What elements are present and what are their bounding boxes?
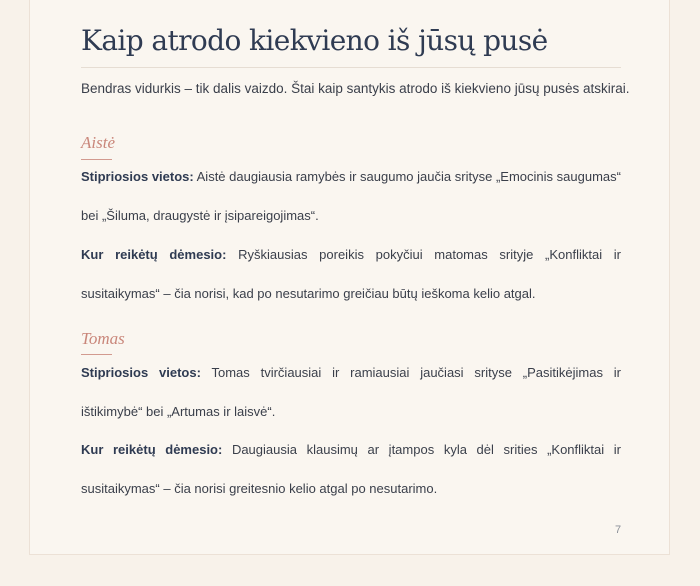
person-name-aiste: Aistė — [81, 133, 115, 152]
person-name-tomas: Tomas — [81, 329, 125, 348]
attention-label: Kur reikėtų dėmesio: — [81, 247, 227, 262]
strengths-text: Tomas tvirčiausiai ir ramiausiai jaučiasi srityse „Pasitikėjimas ir ištikimybė“ bei „Artumas ir laisvė“. — [81, 365, 621, 419]
attention-text: Ryškiausias poreikis pokyčiui matomas srityje „Konfliktai ir susitaikymas“ – čia norisi, kad po nesutarimo greičiau būtų ieškoma kelio atgal. — [81, 247, 621, 301]
strengths-paragraph-aiste — [81, 157, 621, 235]
page-title: Kaip atrodo kiekvieno iš jūsų pusė — [81, 24, 548, 57]
attention-text: Daugiausia klausimų ar įtampos kyla dėl srities „Konfliktai ir susitaikymas“ – čia norisi greitesnio kelio atgal po nesutarimo. — [81, 442, 621, 496]
strengths-label: Stipriosios vietos: — [81, 365, 201, 380]
document-page — [29, 0, 670, 555]
attention-paragraph-aiste — [81, 235, 621, 313]
title-divider — [81, 67, 621, 68]
attention-paragraph-tomas — [81, 430, 621, 508]
attention-label: Kur reikėtų dėmesio: — [81, 442, 223, 457]
strengths-label: Stipriosios vietos: — [81, 169, 194, 184]
page-number: 7 — [615, 524, 622, 536]
strengths-paragraph-tomas — [81, 353, 621, 431]
strengths-text: Aistė daugiausia ramybės ir saugumo jaučia srityse „Emocinis saugumas“ bei „Šiluma, draugystė ir įsipareigojimas“. — [81, 169, 621, 223]
intro-text: Bendras vidurkis – tik dalis vaizdo. Štai kaip santykis atrodo iš kiekvieno jūsų pusės atskirai. — [81, 81, 630, 96]
